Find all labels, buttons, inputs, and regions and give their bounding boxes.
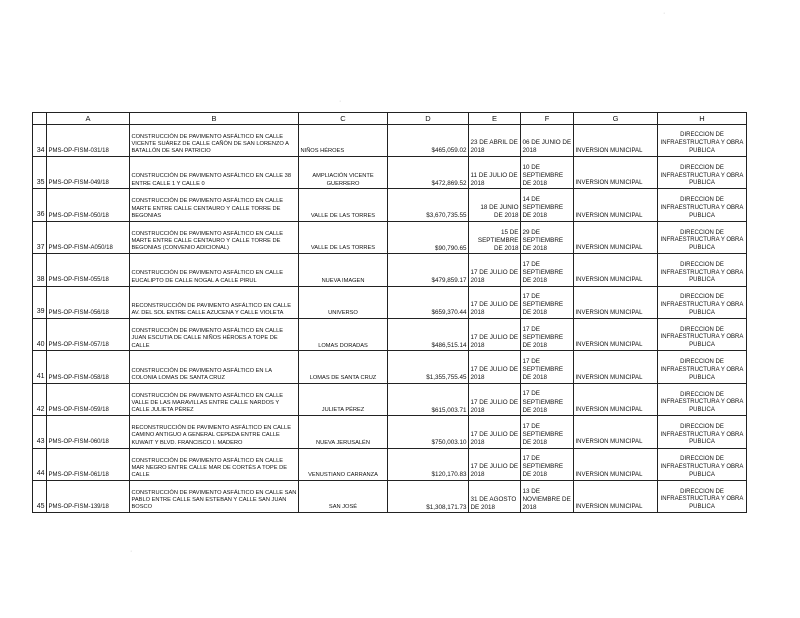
colonia-name: AMPLIACIÓN VICENTE GUERRERO <box>299 156 388 188</box>
contract-amount: $1,308,171.73 <box>388 480 469 512</box>
responsible-office: DIRECCION DE INFRAESTRUCTURA Y OBRA PUBLICA <box>658 254 747 286</box>
row-number: 38 <box>33 254 47 286</box>
funding-source: INVERSION MUNICIPAL <box>574 156 658 188</box>
contract-code: PMS-OP-FISM-050/18 <box>47 189 130 221</box>
end-date: 13 DE NOVIEMBRE DE 2018 <box>521 480 574 512</box>
work-description: RECONSTRUCCIÓN DE PAVIMENTO ASFÁLTICO EN CALLE AV. DEL SOL ENTRE CALLE AZUCENA Y CALLE VIOLETA <box>130 286 299 318</box>
funding-source: INVERSION MUNICIPAL <box>574 318 658 350</box>
work-description: CONSTRUCCIÓN DE PAVIMENTO ASFÁLTICO EN CALLE VALLE DE LAS MARAVILLAS ENTRE CALLE NARDOS Y CALLE JULIETA PÉREZ <box>130 383 299 415</box>
table-row <box>33 416 747 448</box>
work-description: RECONSTRUCCIÓN DE PAVIMENTO ASFÁLTICO EN CALLE CAMINO ANTIGUO A GENERAL CEPEDA ENTRE CALLE KUWAIT Y BLVD. FRANCISCO I. MADERO <box>130 416 299 448</box>
contract-amount: $1,355,755.45 <box>388 351 469 383</box>
corner-cell <box>33 113 47 125</box>
colonia-name: LOMAS DORADAS <box>299 318 388 350</box>
table-row <box>33 124 747 156</box>
funding-source: INVERSION MUNICIPAL <box>574 448 658 480</box>
work-description: CONSTRUCCIÓN DE PAVIMENTO ASFÁLTICO EN CALLE VICENTE SUÁREZ DE CALLE CAÑÓN DE SAN LORENZO A BATALLÓN DE SAN PATRICIO <box>130 124 299 156</box>
scan-speck: · <box>339 98 342 105</box>
contract-code: PMS-OP-FISM-139/18 <box>47 480 130 512</box>
contract-amount: $750,003.10 <box>388 416 469 448</box>
colonia-name: JULIETA PÉREZ <box>299 383 388 415</box>
contract-amount: $90,790.65 <box>388 221 469 253</box>
contract-amount: $3,670,735.55 <box>388 189 469 221</box>
responsible-office: DIRECCION DE INFRAESTRUCTURA Y OBRA PUBLICA <box>658 156 747 188</box>
contract-code: PMS-OP-FISM-059/18 <box>47 383 130 415</box>
contract-code: PMS-OP-FISM-060/18 <box>47 416 130 448</box>
column-header: C <box>299 113 388 125</box>
responsible-office: DIRECCION DE INFRAESTRUCTURA Y OBRA PUBLICA <box>658 286 747 318</box>
work-description: CONSTRUCCIÓN DE PAVIMENTO ASFÁLTICO EN CALLE MARTE ENTRE CALLE CENTAURO Y CALLE TORRE DE BEGONIAS (CONVENIO ADICIONAL) <box>130 221 299 253</box>
work-description: CONSTRUCCIÓN DE PAVIMENTO ASFÁLTICO EN CALLE SAN PABLO ENTRE CALLE SAN ESTEBAN Y CALLE SAN JUAN BOSCO <box>130 480 299 512</box>
start-date: 17 DE JULIO DE 2018 <box>469 383 521 415</box>
row-number: 37 <box>33 221 47 253</box>
row-number: 34 <box>33 124 47 156</box>
contract-amount: $615,003.71 <box>388 383 469 415</box>
responsible-office: DIRECCION DE INFRAESTRUCTURA Y OBRA PUBLICA <box>658 416 747 448</box>
colonia-name: VENUSTIANO CARRANZA <box>299 448 388 480</box>
start-date: 23 DE ABRIL DE 2018 <box>469 124 521 156</box>
start-date: 31 DE AGOSTO DE 2018 <box>469 480 521 512</box>
work-description: CONSTRUCCIÓN DE PAVIMENTO ASFÁLTICO EN CALLE EUCALIPTO DE CALLE NOGAL A CALLE PIRUL <box>130 254 299 286</box>
column-header-row <box>33 113 747 125</box>
column-header: H <box>658 113 747 125</box>
responsible-office: DIRECCION DE INFRAESTRUCTURA Y OBRA PUBLICA <box>658 448 747 480</box>
end-date: 17 DE SEPTIEMBRE DE 2018 <box>521 351 574 383</box>
row-number: 43 <box>33 416 47 448</box>
row-number: 45 <box>33 480 47 512</box>
contract-amount: $486,515.14 <box>388 318 469 350</box>
column-header: D <box>388 113 469 125</box>
contract-code: PMS-OP-FISM-049/18 <box>47 156 130 188</box>
end-date: 14 DE SEPTIEMBRE DE 2018 <box>521 189 574 221</box>
row-number: 39 <box>33 286 47 318</box>
end-date: 17 DE SEPTIEMBRE DE 2018 <box>521 448 574 480</box>
start-date: 17 DE JULIO DE 2018 <box>469 286 521 318</box>
colonia-name: NUEVA IMAGEN <box>299 254 388 286</box>
row-number: 40 <box>33 318 47 350</box>
table-row <box>33 221 747 253</box>
row-number: 44 <box>33 448 47 480</box>
contract-code: PMS-OP-FISM-031/18 <box>47 124 130 156</box>
responsible-office: DIRECCION DE INFRAESTRUCTURA Y OBRA PUBLICA <box>658 383 747 415</box>
start-date: 11 DE JULIO DE 2018 <box>469 156 521 188</box>
funding-source: INVERSION MUNICIPAL <box>574 124 658 156</box>
column-header: G <box>574 113 658 125</box>
start-date: 18 DE JUNIO DE 2018 <box>469 189 521 221</box>
end-date: 29 DE SEPTIEMBRE DE 2018 <box>521 221 574 253</box>
table-row <box>33 448 747 480</box>
column-header: F <box>521 113 574 125</box>
works-table <box>32 112 747 513</box>
start-date: 15 DE SEPTIEMBRE DE 2018 <box>469 221 521 253</box>
contract-amount: $472,869.52 <box>388 156 469 188</box>
start-date: 17 DE JULIO DE 2018 <box>469 254 521 286</box>
end-date: 17 DE SEPTIEMBRE DE 2018 <box>521 254 574 286</box>
funding-source: INVERSION MUNICIPAL <box>574 383 658 415</box>
contract-code: PMS-OP-FISM-061/18 <box>47 448 130 480</box>
start-date: 17 DE JULIO DE 2018 <box>469 448 521 480</box>
column-header: B <box>130 113 299 125</box>
colonia-name: VALLE DE LAS TORRES <box>299 189 388 221</box>
responsible-office: DIRECCION DE INFRAESTRUCTURA Y OBRA PUBLICA <box>658 318 747 350</box>
funding-source: INVERSION MUNICIPAL <box>574 221 658 253</box>
responsible-office: DIRECCION DE INFRAESTRUCTURA Y OBRA PUBLICA <box>658 189 747 221</box>
contract-amount: $479,859.17 <box>388 254 469 286</box>
contract-code: PMS-OP-FISM-058/18 <box>47 351 130 383</box>
start-date: 17 DE JULIO DE 2018 <box>469 318 521 350</box>
contract-amount: $465,059.02 <box>388 124 469 156</box>
responsible-office: DIRECCION DE INFRAESTRUCTURA Y OBRA PUBLICA <box>658 124 747 156</box>
end-date: 17 DE SEPTIEMBRE DE 2018 <box>521 318 574 350</box>
contract-code: PMS-OP-FISM-056/18 <box>47 286 130 318</box>
table-row <box>33 189 747 221</box>
colonia-name: UNIVERSO <box>299 286 388 318</box>
colonia-name: VALLE DE LAS TORRES <box>299 221 388 253</box>
contract-code: PMS-OP-FISM-A050/18 <box>47 221 130 253</box>
contract-amount: $120,170.83 <box>388 448 469 480</box>
start-date: 17 DE JULIO DE 2018 <box>469 416 521 448</box>
table-row <box>33 254 747 286</box>
funding-source: INVERSION MUNICIPAL <box>574 254 658 286</box>
responsible-office: DIRECCION DE INFRAESTRUCTURA Y OBRA PUBLICA <box>658 351 747 383</box>
column-header: A <box>47 113 130 125</box>
work-description: CONSTRUCCIÓN DE PAVIMENTO ASFÁLTICO EN CALLE 38 ENTRE CALLE 1 Y CALLE 0 <box>130 156 299 188</box>
work-description: CONSTRUCCIÓN DE PAVIMENTO ASFÁLTICO EN CALLE JUAN ESCUTIA DE CALLE NIÑOS HÉROES A TOPE DE CALLE <box>130 318 299 350</box>
table-row <box>33 156 747 188</box>
work-description: CONSTRUCCIÓN DE PAVIMENTO ASFÁLTICO EN CALLE MAR NEGRO ENTRE CALLE MAR DE CORTÉS A TOPE DE CALLE <box>130 448 299 480</box>
row-number: 41 <box>33 351 47 383</box>
funding-source: INVERSION MUNICIPAL <box>574 480 658 512</box>
contract-amount: $659,370.44 <box>388 286 469 318</box>
row-number: 36 <box>33 189 47 221</box>
end-date: 17 DE SEPTIEMBRE DE 2018 <box>521 383 574 415</box>
start-date: 17 DE JULIO DE 2018 <box>469 351 521 383</box>
contract-code: PMS-OP-FISM-055/18 <box>47 254 130 286</box>
scan-speck: · <box>663 10 666 17</box>
end-date: 10 DE SEPTIEMBRE DE 2018 <box>521 156 574 188</box>
responsible-office: DIRECCION DE INFRAESTRUCTURA Y OBRA PUBLICA <box>658 480 747 512</box>
scan-speck: · <box>130 548 133 555</box>
responsible-office: DIRECCION DE INFRAESTRUCTURA Y OBRA PUBLICA <box>658 221 747 253</box>
table-row <box>33 480 747 512</box>
table-row <box>33 286 747 318</box>
colonia-name: NIÑOS HÉROES <box>299 124 388 156</box>
funding-source: INVERSION MUNICIPAL <box>574 286 658 318</box>
colonia-name: NUEVA JERUSALÉN <box>299 416 388 448</box>
table-row <box>33 383 747 415</box>
colonia-name: SAN JOSÉ <box>299 480 388 512</box>
end-date: 17 DE SEPTIEMBRE DE 2018 <box>521 416 574 448</box>
contract-code: PMS-OP-FISM-057/18 <box>47 318 130 350</box>
colonia-name: LOMAS DE SANTA CRUZ <box>299 351 388 383</box>
work-description: CONSTRUCCIÓN DE PAVIMENTO ASFÁLTICO EN LA COLONIA LOMAS DE SANTA CRUZ <box>130 351 299 383</box>
end-date: 06 DE JUNIO DE 2018 <box>521 124 574 156</box>
funding-source: INVERSION MUNICIPAL <box>574 189 658 221</box>
table-row <box>33 351 747 383</box>
table-row <box>33 318 747 350</box>
work-description: CONSTRUCCIÓN DE PAVIMENTO ASFÁLTICO EN CALLE MARTE ENTRE CALLE CENTAURO Y CALLE TORRE DE BEGONIAS <box>130 189 299 221</box>
funding-source: INVERSION MUNICIPAL <box>574 351 658 383</box>
row-number: 35 <box>33 156 47 188</box>
end-date: 17 DE SEPTIEMBRE DE 2018 <box>521 286 574 318</box>
column-header: E <box>469 113 521 125</box>
funding-source: INVERSION MUNICIPAL <box>574 416 658 448</box>
row-number: 42 <box>33 383 47 415</box>
